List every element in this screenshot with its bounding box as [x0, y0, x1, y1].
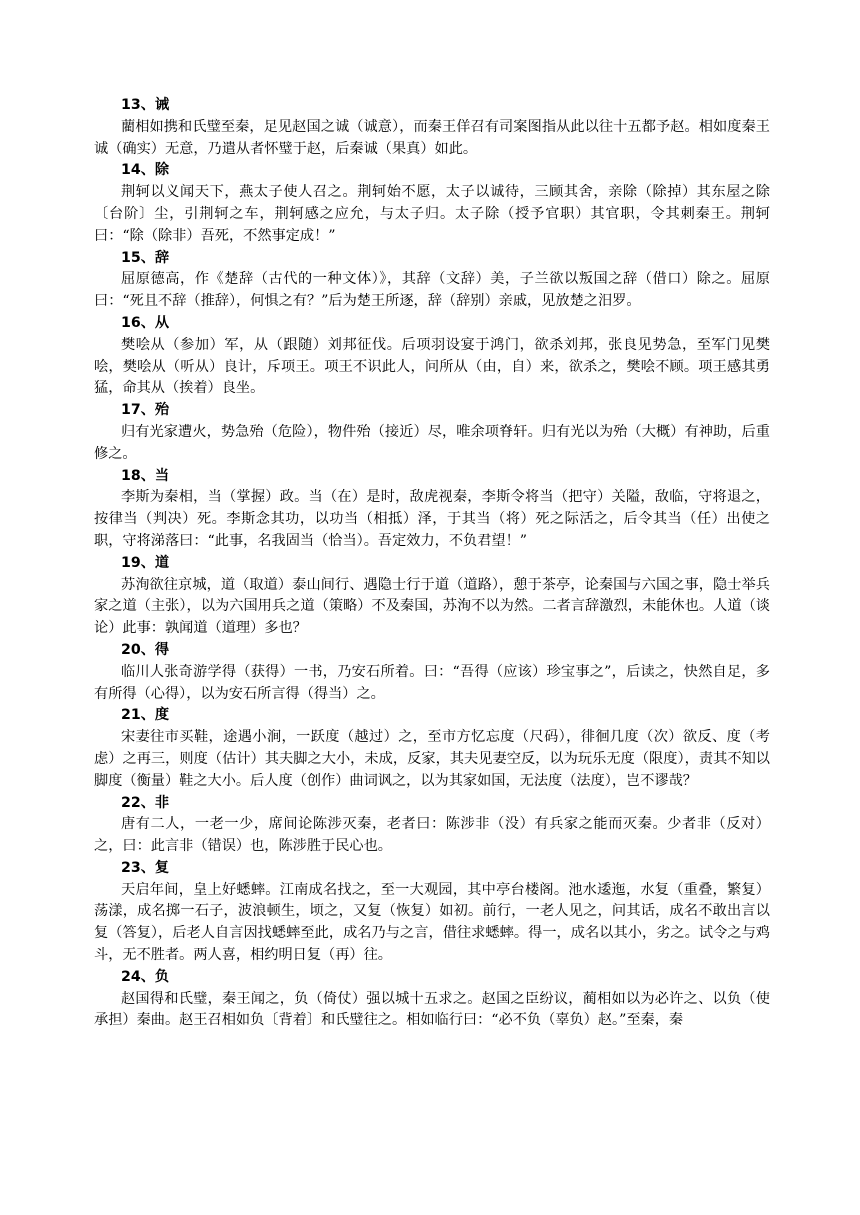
entry-heading-16: 16、从	[121, 314, 170, 331]
entry-body-16: 樊哙从（参加）军，从（跟随）刘邦征伐。后项羽设宴于鸿门，欲杀刘邦，张良见势急，至军门见樊哙，樊哙从（听从）良计，斥项王。项王不识此人，问所从（由，自）来，欲杀之，樊哙不顾。项王感其勇猛，命其从（挨着）良坐。	[94, 336, 770, 397]
entry-heading-17: 17、殆	[121, 402, 170, 419]
entry-heading-13: 13、诫	[121, 97, 170, 113]
entry-heading-19: 19、道	[121, 554, 170, 571]
entry-heading-14: 14、除	[121, 162, 170, 179]
entry-heading-20: 20、得	[121, 641, 170, 658]
entry-body-23: 天启年间，皇上好蟋蟀。江南成名找之，至一大观园，其中亭台楼阁。池水逶迤，水复（重叠，繁复）荡漾，成名掷一石子，波浪顿生，顷之，又复（恢复）如初。前行，一老人见之，问其话，成名不敢出言以复（答复），后老人自言因找蟋蟀至此，成名乃与之言，借往求蟋蟀。得一，成名以其小，劣之。试令之与鸡斗，无不胜者。两人喜，相约明日复（再）往。	[94, 881, 770, 964]
document-page	[94, 95, 770, 1032]
entry-heading-24: 24、负	[121, 968, 170, 985]
entry-heading-18: 18、当	[121, 467, 170, 484]
entry-body-20: 临川人张奇游学得（获得）一书，乃安石所着。曰：“吾得（应该）珍宝事之”，后读之，快然自足，多有所得（心得），以为安石所言得（得当）之。	[94, 663, 770, 702]
entry-body-24: 赵国得和氏璧，秦王闻之，负（倚仗）强以城十五求之。赵国之臣纷议，蔺相如以为必许之、以负（使承担）秦曲。赵王召相如负〔背着〕和氏璧往之。相如临行曰：“必不负（辜负）赵。”至秦，秦	[94, 990, 770, 1029]
entry-body-14: 荆轲以义闻天下，燕太子使人召之。荆轲始不愿，太子以诚待，三顾其舍，亲除（除掉）其东屋之除〔台阶〕尘，引荆轲之车，荆轲感之应允，与太子归。太子除（授予官职）其官职，令其刺秦王。荆轲曰：“除（除非）吾死，不然事定成！”	[94, 184, 770, 244]
entry-body-19: 苏洵欲往京城，道（取道）泰山间行、遇隐士行于道（道路），憩于茶亭，论秦国与六国之事，隐士举兵家之道（主张），以为六国用兵之道（策略）不及秦国，苏洵不以为然。二者言辞激烈，未能休也。人道（谈论）此事：孰闻道（道理）多也？	[94, 576, 770, 637]
entry-heading-23: 23、复	[121, 859, 170, 876]
entry-heading-21: 21、度	[121, 707, 170, 724]
entry-body-22: 唐有二人，一老一少，席间论陈涉灭秦，老者曰：陈涉非（没）有兵家之能而灭秦。少者非（反对）之，曰：此言非（错误）也，陈涉胜于民心也。	[94, 816, 770, 855]
entry-heading-22: 22、非	[121, 794, 170, 811]
entry-body-15: 屈原德高，作《楚辞（古代的一种文体）》，其辞（文辞）美，子兰欲以叛国之辞（借口）除之。屈原曰：“死且不辞（推辞），何惧之有？”后为楚王所逐，辞（辞别）亲戚，见放楚之汨罗。	[94, 271, 770, 310]
entry-body-21: 宋妻往市买鞋，途遇小涧，一跃度（越过）之，至市方忆忘度（尺码），徘徊几度（次）欲反、度（考虑）之再三，则度（估计）其夫脚之大小，未成，反家，其夫见妻空反，以为玩乐无度（限度），责其不知以脚度（衡量）鞋之大小。后人度（创作）曲词讽之，以为其家如国，无法度（法度），岂不谬哉？	[94, 729, 770, 789]
entry-heading-15: 15、辞	[121, 249, 170, 266]
entry-body-18: 李斯为秦相，当（掌握）政。当（在）是时，敌虎视秦，李斯令将当（把守）关隘，敌临，守将退之，按律当（判决）死。李斯念其功，以功当（相抵）泽，于其当（将）死之际活之，后令其当（任）出使之职，守将涕落曰：“此事，名我固当（恰当）。吾定效力，不负君望！”	[94, 489, 770, 549]
entry-body-13: 藺相如携和氏璧至秦，足见赵国之诚（诚意），而秦王佯召有司案图指从此以往十五都予赵。相如度秦王诚（确实）无意，乃遣从者怀璧于赵，后秦诚（果真）如此。	[94, 118, 770, 157]
entry-body-17: 归有光家遭火，势急殆（危险），物件殆（接近）尽，唯余项脊轩。归有光以为殆（大概）有神助，后重修之。	[94, 423, 770, 462]
